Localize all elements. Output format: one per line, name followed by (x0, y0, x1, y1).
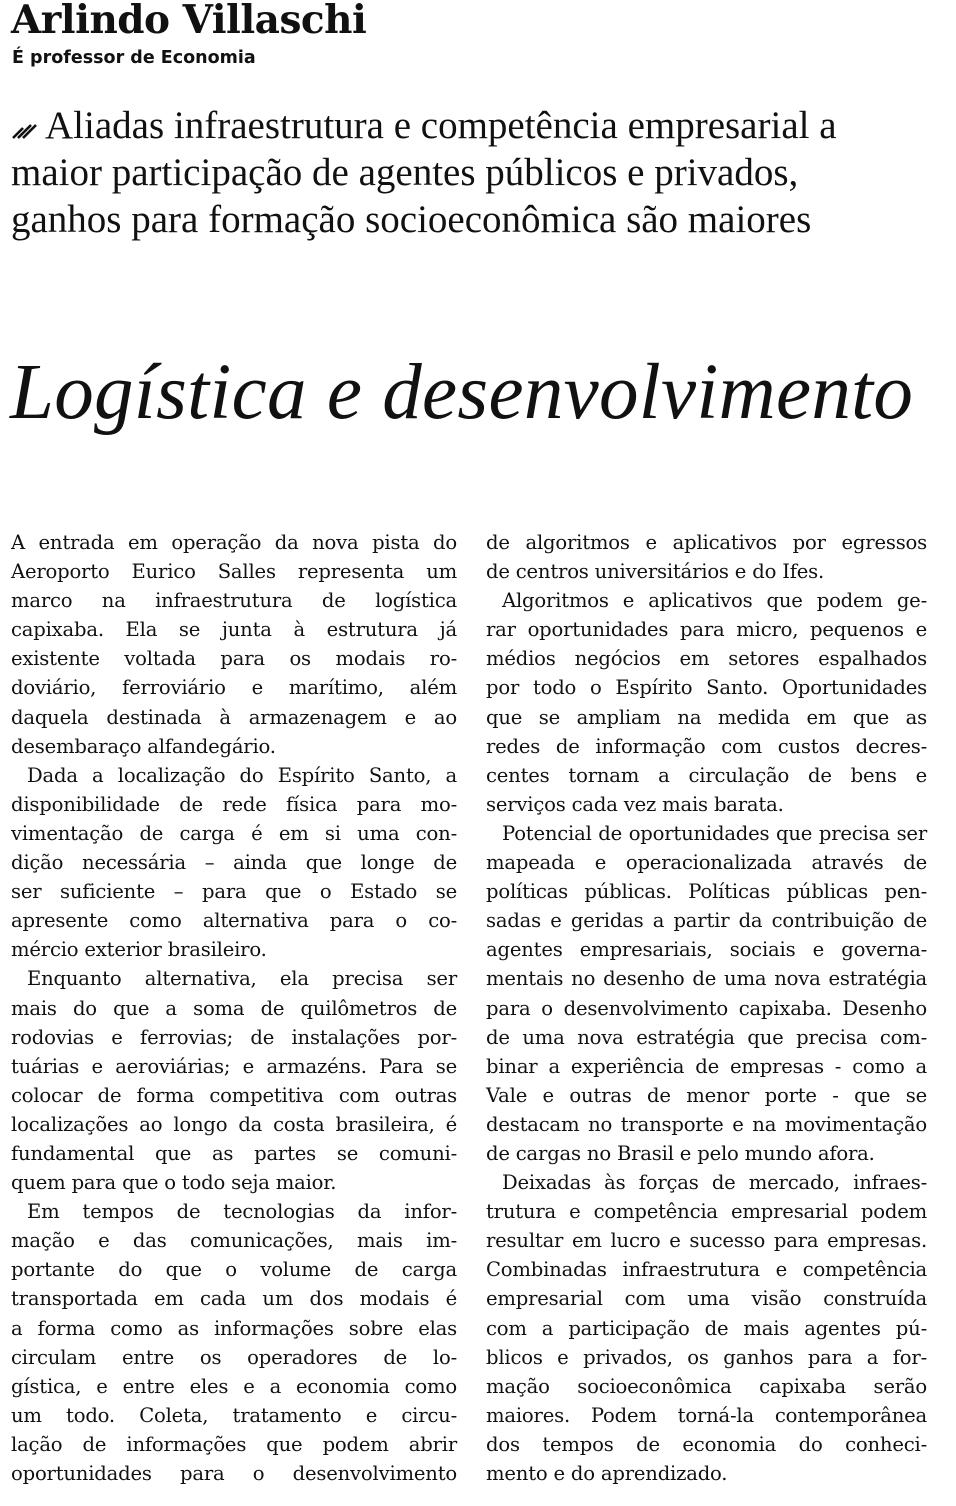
body-line: dos tempos de economia do conheci- (486, 1432, 927, 1456)
article-column-left (11, 528, 457, 1488)
body-line: ser suficiente – para que o Estado se (11, 880, 457, 904)
body-line: A entrada em operação da nova pista do (11, 531, 457, 554)
body-line: redes de informação com custos decres- (486, 734, 927, 758)
body-line: médios negócios em setores espalhados (486, 647, 927, 671)
body-line: colocar de forma competitiva com outras (11, 1083, 457, 1107)
body-line: rar oportunidades para micro, pequenos e (486, 618, 927, 642)
body-line: circulam entre os operadores de lo- (11, 1345, 457, 1369)
body-line: oportunidades para o desenvolvimento (11, 1462, 457, 1485)
body-line: quem para que o todo seja maior. (11, 1171, 337, 1195)
body-line: doviário, ferroviário e marítimo, além (11, 676, 457, 700)
body-line: de centros universitários e do Ifes. (486, 560, 825, 584)
quote-slashes-icon (11, 118, 37, 140)
pull-quote (11, 102, 943, 243)
body-line: centes tornam a circulação de bens e (486, 763, 927, 787)
body-line: dição necessária – ainda que longe de (11, 851, 457, 875)
body-line: daquela destinada à armazenagem e ao (11, 705, 457, 729)
body-line: disponibilidade de rede física para mo- (11, 792, 457, 816)
body-line: Em tempos de tecnologias da infor- (27, 1200, 457, 1224)
author-name: Arlindo Villaschi (11, 0, 367, 43)
body-line: resultar em lucro e sucesso para empresas. (486, 1229, 927, 1253)
body-line: existente voltada para os modais ro- (11, 647, 457, 671)
body-line: que se ampliam na medida em que as (486, 705, 927, 729)
body-line: binar a experiência de empresas - como a (486, 1054, 927, 1078)
body-line: blicos e privados, os ganhos para a for- (486, 1345, 927, 1369)
body-line: trutura e competência empresarial podem (486, 1200, 927, 1224)
body-line: de cargas no Brasil e pelo mundo afora. (486, 1141, 875, 1165)
body-line: marco na infraestrutura de logística (11, 589, 457, 613)
pull-quote-text: Aliadas infraestrutura e competência empresarial a (45, 104, 837, 147)
body-line: mação e das comunicações, mais im- (11, 1229, 457, 1253)
body-line: Combinadas infraestrutura e competência (486, 1258, 927, 1282)
body-line: políticas públicas. Políticas públicas pen- (486, 880, 927, 904)
body-line: um todo. Coleta, tratamento e circu- (11, 1403, 457, 1427)
body-line: empresarial com uma visão construída (486, 1287, 927, 1311)
body-line: para o desenvolvimento capixaba. Desenho (486, 996, 927, 1020)
pull-quote-line: ganhos para formação socioeconômica são maiores (11, 198, 812, 241)
body-line: destacam no transporte e na movimentação (486, 1112, 927, 1136)
body-line: Dada a localização do Espírito Santo, a (27, 763, 457, 787)
body-line: com a participação de mais agentes pú- (486, 1316, 927, 1340)
body-line: desembaraço alfandegário. (11, 734, 276, 758)
body-line: capixaba. Ela se junta à estrutura já (11, 618, 457, 642)
body-line: Vale e outras de menor porte - que se (486, 1083, 927, 1107)
body-line: serviços cada vez mais barata. (486, 792, 784, 816)
body-line: apresente como alternativa para o co- (11, 909, 457, 933)
body-line: rodovias e ferrovias; de instalações por- (11, 1025, 457, 1049)
article-column-right (486, 528, 927, 1488)
body-line: maiores. Podem torná-la contemporânea (486, 1403, 927, 1427)
body-line: Enquanto alternativa, ela precisa ser (27, 967, 457, 991)
body-line: localizações ao longo da costa brasileira, é (11, 1112, 457, 1136)
body-line: sadas e geridas a partir da contribuição de (486, 909, 927, 933)
body-line: mação socioeconômica capixaba serão (486, 1374, 927, 1398)
body-line: tuárias e aeroviárias; e armazéns. Para se (11, 1054, 457, 1078)
body-line: mento e do aprendizado. (486, 1462, 728, 1485)
body-line: por todo o Espírito Santo. Oportunidades (486, 676, 927, 700)
body-line: mais do que a soma de quilômetros de (11, 996, 457, 1020)
body-line: Aeroporto Eurico Salles representa um (11, 560, 457, 584)
body-line: a forma como as informações sobre elas (11, 1316, 457, 1340)
body-line: mentais no desenho de uma nova estratégia (486, 967, 927, 991)
body-line: fundamental que as partes se comuni- (11, 1141, 457, 1165)
body-line: de uma nova estratégia que precisa com- (486, 1025, 927, 1049)
body-line: Potencial de oportunidades que precisa ser (502, 821, 927, 845)
body-line: agentes empresariais, sociais e governa- (486, 938, 927, 962)
body-line: mapeada e operacionalizada através de (486, 851, 927, 875)
body-line: Deixadas às forças de mercado, infraes- (502, 1171, 927, 1195)
body-line: lação de informações que podem abrir (11, 1432, 457, 1456)
pull-quote-line: maior participação de agentes públicos e privados, (11, 151, 799, 194)
body-line: de algoritmos e aplicativos por egressos (486, 531, 927, 554)
author-role: É professor de Economia (12, 48, 256, 68)
body-line: portante do que o volume de carga (11, 1258, 457, 1282)
pull-quote-line (11, 102, 943, 149)
headline: Logística e desenvolvimento (10, 349, 914, 436)
body-line: gística, e entre eles e a economia como (11, 1374, 457, 1398)
body-line: mércio exterior brasileiro. (11, 938, 267, 962)
body-line: transportada em cada um dos modais é (11, 1287, 457, 1311)
body-line: vimentação de carga é em si uma con- (11, 821, 457, 845)
body-line: Algoritmos e aplicativos que podem ge- (502, 589, 927, 613)
